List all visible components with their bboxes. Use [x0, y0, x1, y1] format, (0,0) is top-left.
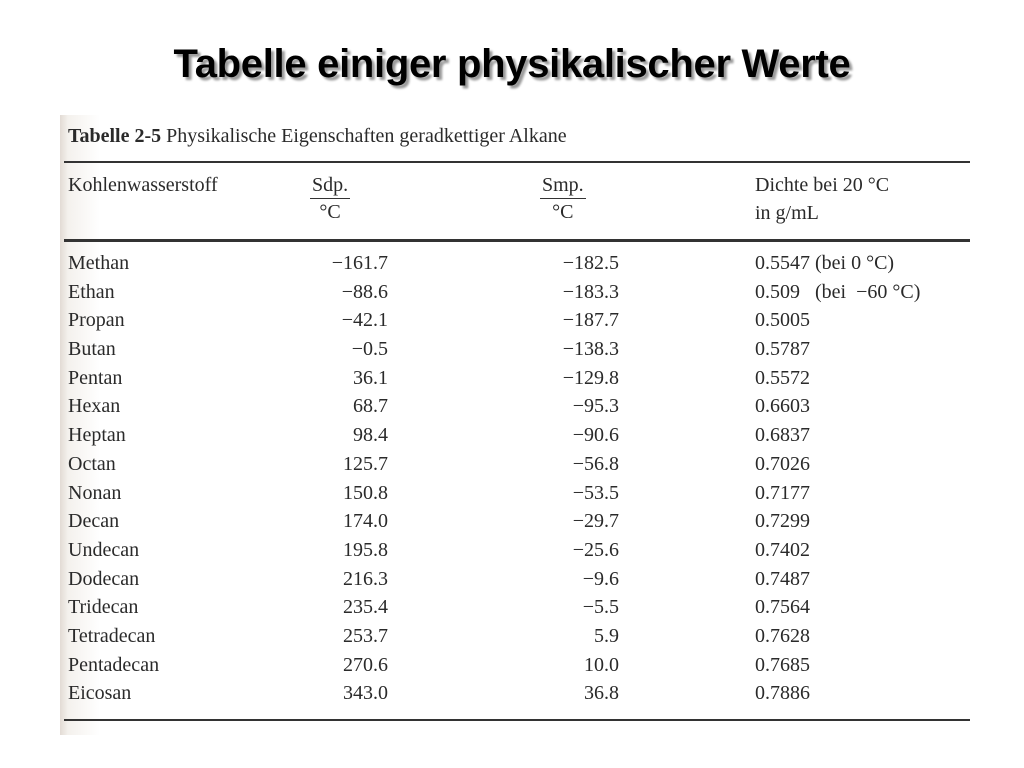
header-boiling-point: [310, 173, 350, 225]
substance-cell: Decan: [68, 510, 120, 533]
melting-point-cell: −182.5: [562, 252, 619, 274]
boiling-point-cell: 195.8: [343, 538, 388, 561]
melting-point-cell: −187.7: [562, 309, 619, 332]
header-sdp-label: Sdp.: [310, 173, 350, 199]
boiling-point-cell: −0.5: [351, 338, 388, 361]
table-body: [60, 249, 970, 708]
density-cell: 0.6603: [755, 395, 810, 418]
density-cell: 0.5547 (bei 0 °C): [755, 252, 895, 274]
substance-cell: Propan: [68, 309, 125, 332]
melting-point-cell: −138.3: [562, 338, 619, 361]
substance-cell: Heptan: [68, 424, 126, 447]
header-sdp-unit: °C: [319, 201, 341, 223]
boiling-point-cell: 125.7: [343, 452, 388, 475]
density-cell: 0.5572: [755, 366, 810, 389]
density-cell: 0.5787: [755, 338, 810, 361]
boiling-point-cell: 98.4: [353, 424, 388, 447]
density-cell: 0.509 (bei −60 °C): [755, 280, 921, 303]
boiling-point-cell: 174.0: [343, 510, 388, 533]
table-row: [60, 392, 970, 421]
table-row: [60, 679, 970, 708]
top-rule: [64, 161, 970, 163]
table-row: [60, 565, 970, 594]
melting-point-cell: −95.3: [572, 395, 619, 418]
boiling-point-cell: 36.1: [353, 366, 388, 389]
substance-cell: Pentan: [68, 366, 123, 389]
melting-point-cell: −129.8: [562, 366, 619, 389]
header-density-line1: Dichte bei 20 °C: [755, 174, 890, 196]
table-row: [60, 364, 970, 393]
table-row: [60, 536, 970, 565]
slide-title: Tabelle einiger physikalischer Werte: [173, 42, 851, 86]
table-row: [60, 306, 970, 335]
substance-cell: Eicosan: [68, 682, 132, 705]
table-number: Tabelle 2-5: [68, 125, 162, 147]
bottom-rule: [64, 719, 970, 721]
table-caption-text: Physikalische Eigenschaften geradkettiger Alkane: [166, 125, 567, 147]
boiling-point-cell: −88.6: [341, 280, 388, 303]
density-cell: 0.7564: [755, 596, 810, 619]
substance-cell: Ethan: [68, 280, 115, 303]
melting-point-cell: 5.9: [594, 624, 619, 647]
density-cell: 0.5005: [755, 309, 810, 332]
substance-cell: Pentadecan: [68, 653, 160, 676]
header-smp-unit: °C: [552, 201, 574, 223]
density-cell: 0.7628: [755, 624, 810, 647]
header-density: [755, 171, 889, 227]
melting-point-cell: −9.6: [582, 567, 619, 590]
density-cell: 0.7402: [755, 538, 810, 561]
table-row: [60, 593, 970, 622]
melting-point-cell: −5.5: [582, 596, 619, 619]
table-caption: [68, 125, 567, 148]
boiling-point-cell: 216.3: [343, 567, 388, 590]
table-row: [60, 249, 970, 278]
density-cell: 0.7886: [755, 682, 810, 705]
header-smp-label: Smp.: [540, 173, 586, 199]
header-substance: Kohlenwasserstoff: [68, 174, 218, 196]
boiling-point-cell: −42.1: [341, 309, 388, 332]
density-cell: 0.7177: [755, 481, 810, 504]
melting-point-cell: −29.7: [572, 510, 619, 533]
substance-cell: Undecan: [68, 538, 140, 561]
melting-point-cell: −90.6: [572, 424, 619, 447]
header-melting-point: [540, 173, 586, 225]
melting-point-cell: 10.0: [584, 653, 619, 676]
table-row: [60, 622, 970, 651]
table-row: [60, 479, 970, 508]
substance-cell: Tetradecan: [68, 624, 156, 647]
header-density-line2: in g/mL: [755, 202, 819, 224]
boiling-point-cell: 270.6: [343, 653, 388, 676]
density-cell: 0.7299: [755, 510, 810, 533]
boiling-point-cell: 235.4: [343, 596, 388, 619]
density-cell: 0.6837: [755, 424, 810, 447]
density-cell: 0.7487: [755, 567, 810, 590]
boiling-point-cell: 150.8: [343, 481, 388, 504]
table-row: [60, 421, 970, 450]
scanned-table-image: [60, 115, 970, 735]
density-cell: 0.7026: [755, 452, 810, 475]
boiling-point-cell: 253.7: [343, 624, 388, 647]
melting-point-cell: −183.3: [562, 280, 619, 303]
table-row: [60, 278, 970, 307]
melting-point-cell: −25.6: [572, 538, 619, 561]
substance-cell: Octan: [68, 452, 116, 475]
substance-cell: Dodecan: [68, 567, 140, 590]
substance-cell: Nonan: [68, 481, 122, 504]
substance-cell: Hexan: [68, 395, 121, 418]
melting-point-cell: −53.5: [572, 481, 619, 504]
boiling-point-cell: −161.7: [331, 252, 388, 274]
melting-point-cell: −56.8: [572, 452, 619, 475]
boiling-point-cell: 343.0: [343, 682, 388, 705]
melting-point-cell: 36.8: [584, 682, 619, 705]
table-row: [60, 450, 970, 479]
substance-cell: Methan: [68, 252, 130, 274]
substance-cell: Tridecan: [68, 596, 139, 619]
table-row: [60, 335, 970, 364]
table-row: [60, 651, 970, 680]
boiling-point-cell: 68.7: [353, 395, 388, 418]
table-row: [60, 507, 970, 536]
header-rule: [64, 239, 970, 242]
density-cell: 0.7685: [755, 653, 810, 676]
substance-cell: Butan: [68, 338, 116, 361]
